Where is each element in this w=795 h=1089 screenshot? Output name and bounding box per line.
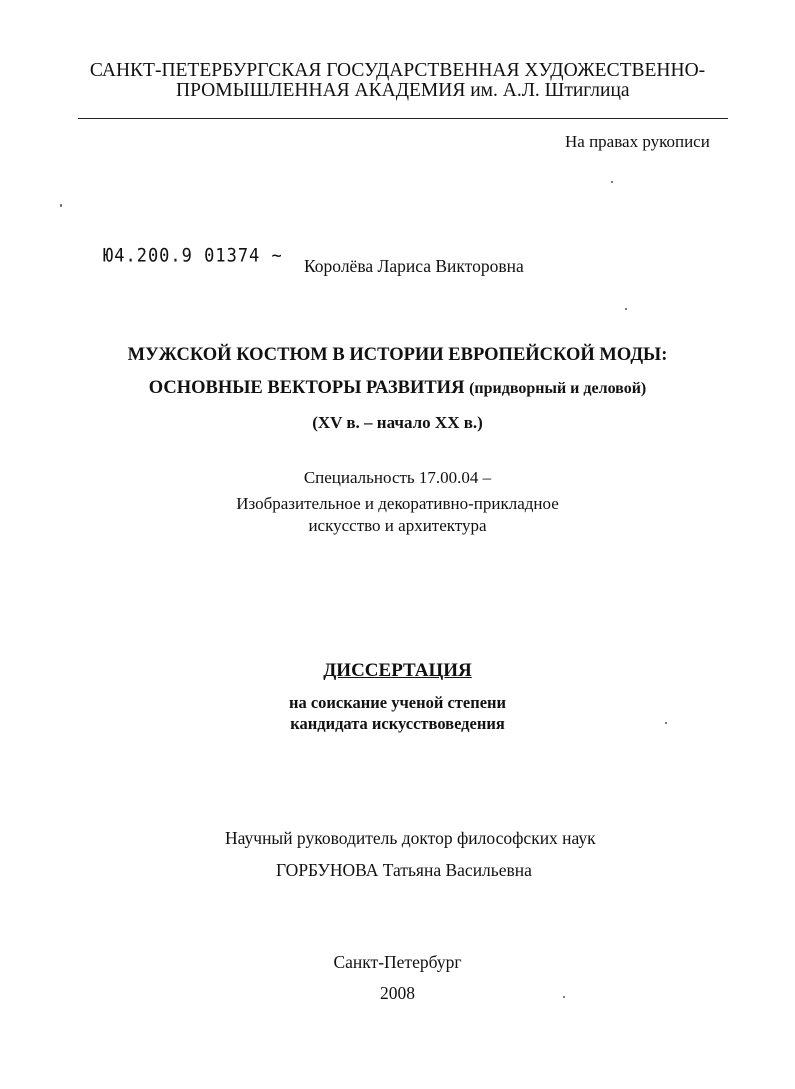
city: Санкт-Петербург	[333, 952, 462, 972]
specialty-line-1: Специальность 17.00.04 –	[303, 468, 492, 487]
header-divider	[78, 118, 728, 119]
supervisor-line-2: ГОРБУНОВА Татьяна Васильевна	[276, 860, 532, 880]
supervisor-line-1: Научный руководитель доктор философских наук	[225, 828, 596, 848]
title-line-2-sub: (придворный и деловой)	[469, 380, 647, 397]
manuscript-rights-note: На правах рукописи	[565, 132, 710, 151]
scan-speck	[563, 996, 565, 998]
title-line-2-main: ОСНОВНЫЕ ВЕКТОРЫ РАЗВИТИЯ	[148, 378, 465, 398]
degree-line-2: кандидата искусствоведения	[290, 714, 505, 733]
scan-speck	[611, 181, 613, 183]
title-line-1: МУЖСКОЙ КОСТЮМ В ИСТОРИИ ЕВРОПЕЙСКОЙ МОДЫ:	[127, 345, 668, 365]
registration-stamp: Ю4.200.9 01374 ~	[103, 245, 283, 267]
title-line-3: (XV в. – начало XX в.)	[312, 413, 483, 432]
specialty-line-3: искусство и архитектура	[308, 516, 487, 535]
institution-line-2: ПРОМЫШЛЕННАЯ АКАДЕМИЯ им. А.Л. Штиглица	[176, 80, 630, 101]
year: 2008	[380, 983, 415, 1003]
specialty-line-2: Изобразительное и декоративно-прикладное	[236, 494, 559, 513]
scan-speck	[665, 722, 667, 724]
title-line-2	[0, 378, 795, 399]
degree-line-1: на соискание ученой степени	[288, 693, 507, 712]
scan-speck	[60, 204, 62, 207]
scan-speck	[625, 308, 627, 310]
institution-line-1: САНКТ-ПЕТЕРБУРГСКАЯ ГОСУДАРСТВЕННАЯ ХУДОЖЕСТВЕННО-	[89, 60, 706, 81]
dissertation-heading: ДИССЕРТАЦИЯ	[323, 660, 472, 681]
author-name: Королёва Лариса Викторовна	[304, 256, 524, 276]
